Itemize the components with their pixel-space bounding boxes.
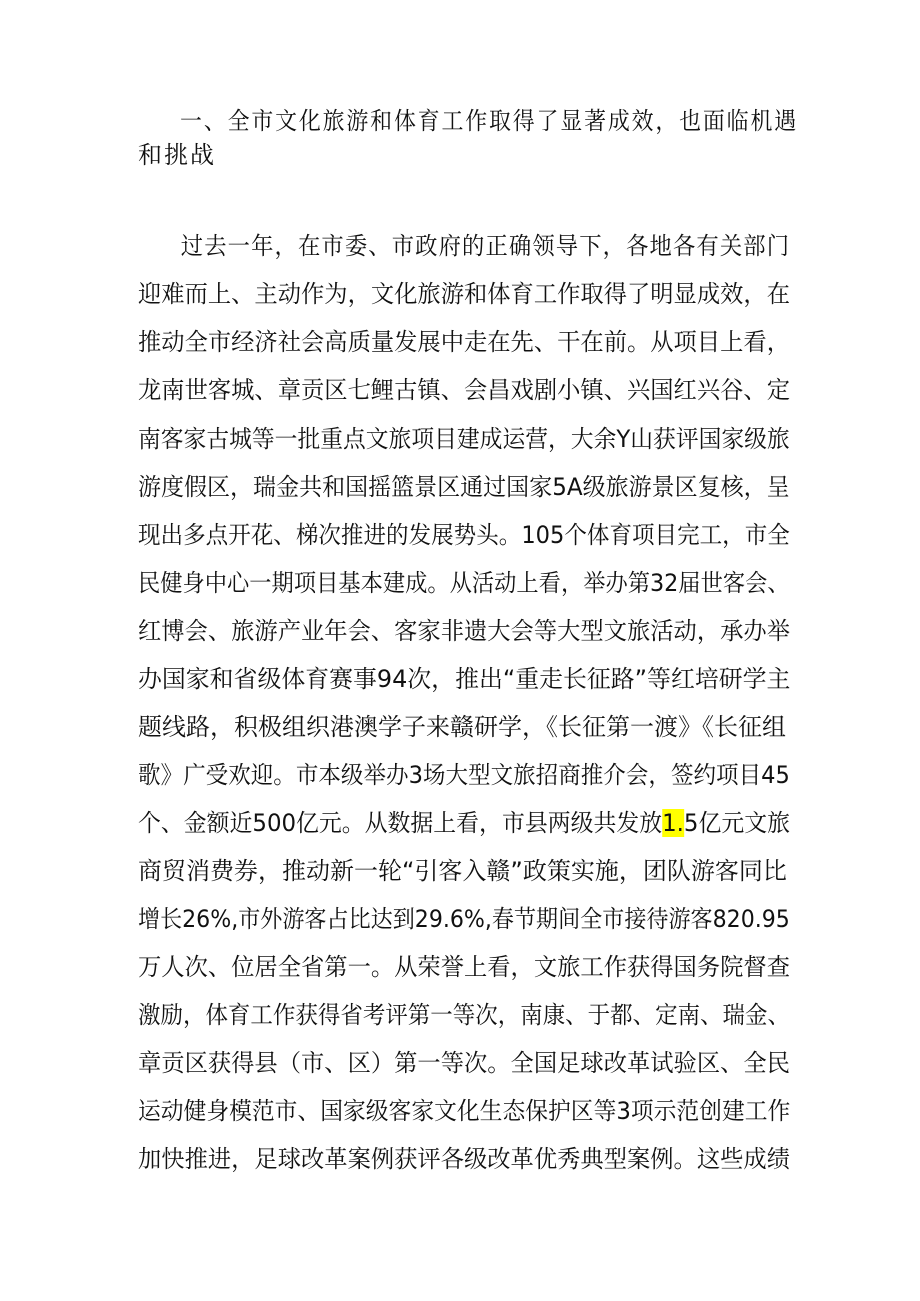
paragraph-line: 迎难而上、主动作为，文化旅游和体育工作取得了明显成效，在: [138, 280, 790, 308]
heading-line-1: 一、全市文化旅游和体育工作取得了显著成效，也面临机遇: [180, 107, 798, 135]
paragraph-line: 龙南世客城、章贡区七鲤古镇、会昌戏剧小镇、兴国红兴谷、定: [138, 376, 790, 404]
paragraph-line: 民健身中心一期项目基本建成。从活动上看，举办第32届世客会、: [138, 569, 790, 597]
paragraph-line: 歌》广受欢迎。市本级举办3场大型文旅招商推介会，签约项目45: [138, 761, 790, 789]
paragraph-line: 办国家和省级体育赛事94次，推出“重走长征路”等红培研学主: [138, 665, 791, 693]
paragraph-line: 章贡区获得县（市、区）第一等次。全国足球改革试验区、全民: [138, 1049, 790, 1077]
paragraph-line: 推动全市经济社会高质量发展中走在先、干在前。从项目上看，: [138, 328, 790, 356]
paragraph-line: 游度假区，瑞金共和国摇篮景区通过国家5A级旅游景区复核，呈: [138, 473, 790, 501]
paragraph-line: 过去一年，在市委、市政府的正确领导下，各地各有关部门: [180, 232, 791, 260]
paragraph-line-head: 个、金额近500亿元。从数据上看，市县两级共发放: [138, 809, 663, 837]
paragraph-line: 现出多点开花、梯次推进的发展势头。105个体育项目完工，市全: [138, 521, 790, 549]
paragraph-line: [138, 807, 790, 839]
paragraph-line: 激励，体育工作获得省考评第一等次，南康、于都、定南、瑞金、: [138, 1001, 791, 1029]
paragraph-line: 商贸消费券，推动新一轮“引客入赣”政策实施，团队游客同比: [138, 857, 787, 885]
paragraph-line: 万人次、位居全省第一。从荣誉上看，文旅工作获得国务院督查: [138, 953, 790, 981]
paragraph-line: 题线路，积极组织港澳学子来赣研学，《长征第一渡》《长征组: [138, 713, 786, 741]
heading-line-2: 和挑战: [138, 141, 216, 169]
paragraph-line: 红博会、旅游产业年会、客家非遗大会等大型文旅活动，承办举: [138, 617, 790, 645]
paragraph-line: 运动健身模范市、国家级客家文化生态保护区等3项示范创建工作: [138, 1097, 791, 1125]
section-heading: [138, 104, 798, 172]
paragraph-line-tail: 5亿元文旅: [683, 809, 790, 837]
paragraph-line: 加快推进，足球改革案例获评各级改革优秀典型案例。这些成绩: [138, 1145, 790, 1173]
highlighted-number: 1.: [662, 809, 684, 837]
paragraph-line: 增长26%,市外游客占比达到29.6%,春节期间全市接待游客820.95: [138, 905, 790, 933]
paragraph-line: 南客家古城等一批重点文旅项目建成运营，大余Y山获评国家级旅: [138, 425, 790, 453]
